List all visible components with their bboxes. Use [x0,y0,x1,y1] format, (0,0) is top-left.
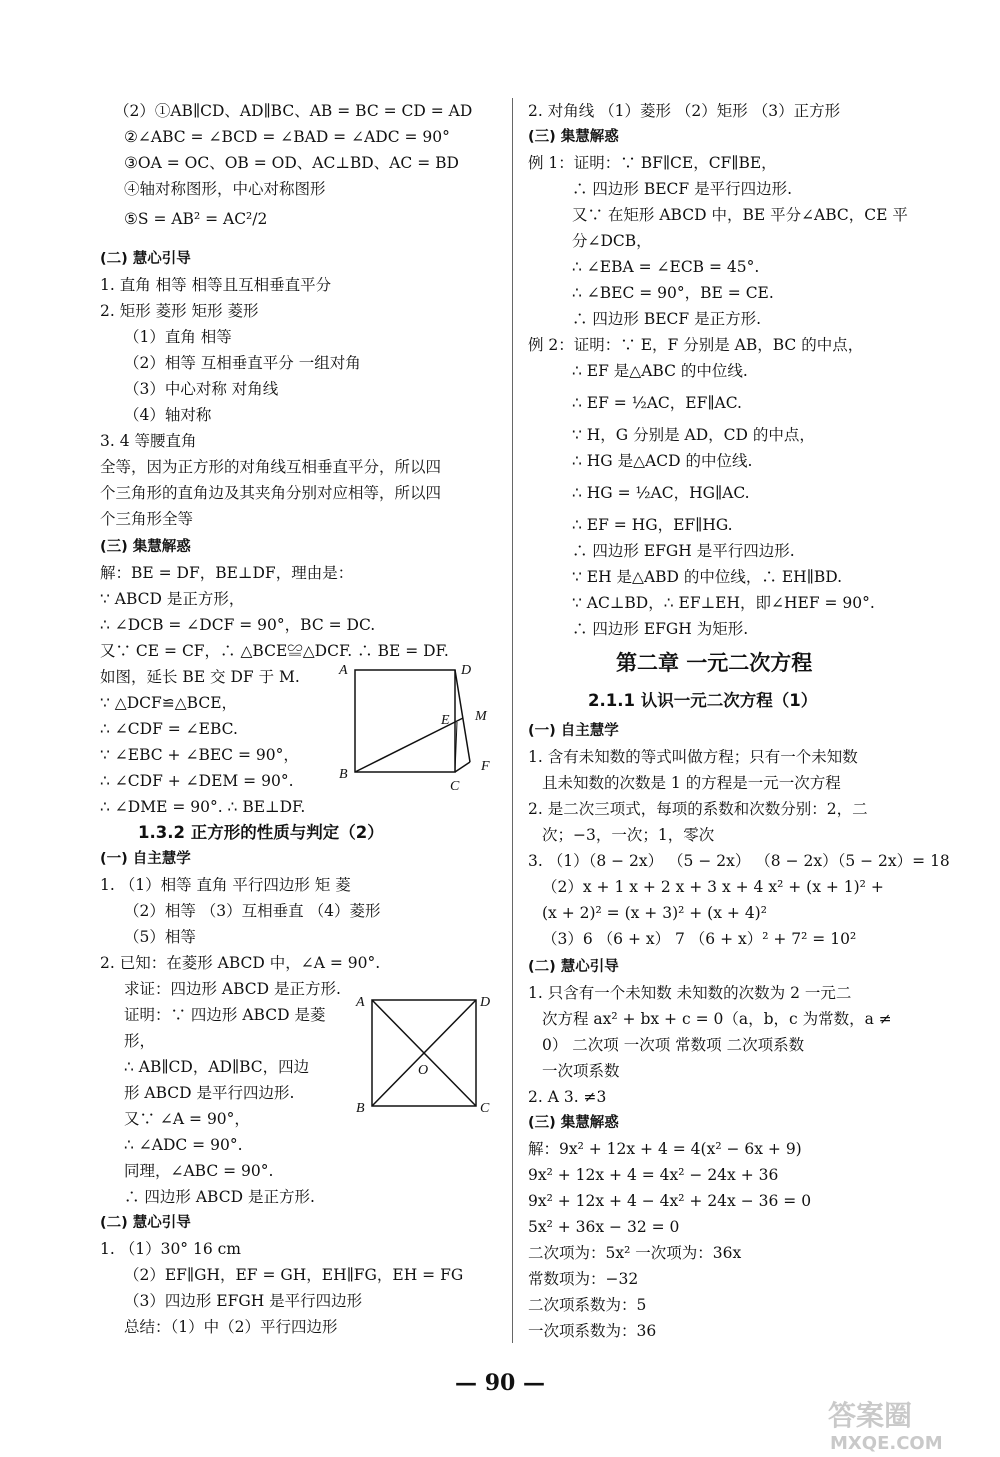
text-line: 次；−3，一次；1，零次 [542,826,715,844]
square-figure-bcef [335,660,500,792]
text-line: ∴ ∠EBA = ∠ECB = 45°. [572,258,760,276]
text-line: 1. 直角 相等 相等且互相垂直平分 [100,276,332,294]
text-line: 3. （1）（8 − 2x） （5 − 2x） （8 − 2x）（5 − 2x）= 18 [528,852,950,870]
text-line: ∵ AC⊥BD，∴ EF⊥EH，即∠HEF = 90°. [572,594,875,612]
label-f: F [481,759,490,774]
text-line: ∴ 四边形 EFGH 是平行四边形. [572,542,795,560]
text-line: ∴ AB∥CD，AD∥BC，四边 [124,1058,310,1076]
text-line: 2. 是二次三项式，每项的系数和次数分别：2，二 [528,800,868,818]
text-line: ②∠ABC = ∠BCD = ∠BAD = ∠ADC = 90° [124,128,450,146]
text-line: ∴ EF 是△ABC 的中位线. [572,362,748,380]
square-figure-abcd [352,990,500,1120]
text-line: ∴ ∠BEC = 90°，BE = CE. [572,284,774,302]
label-m: M [475,709,487,724]
text-line: 0） 二次项 一次项 常数项 二次项系数 [542,1036,805,1054]
text-line: 次方程 ax² + bx + c = 0（a，b，c 为常数，a ≠ [542,1010,892,1028]
text-line: 1. （1）相等 直角 平行四边形 矩 菱 [100,876,351,894]
text-line: （5）相等 [124,928,196,946]
text-line: 2. 已知：在菱形 ABCD 中，∠A = 90°. [100,954,381,972]
label-d: D [480,995,491,1010]
section-heading: (二) 慧心引导 [528,959,619,975]
text-line: 形， [124,1032,156,1050]
chapter-title: 第二章 一元二次方程 [616,651,813,675]
text-line: （2）①AB∥CD、AD∥BC、AB = BC = CD = AD [114,102,473,120]
text-line: （3）6 （6 + x） 7 （6 + x）² + 7² = 10² [542,930,857,948]
text-line: 证明：∵ 四边形 ABCD 是菱 [124,1006,326,1024]
section-heading: (三) 集慧解惑 [100,539,191,555]
text-line: 9x² + 12x + 4 − 4x² + 24x − 36 = 0 [528,1192,812,1210]
section-heading: (一) 自主慧学 [528,723,619,739]
page-number: — 90 — [455,1370,545,1396]
text-line: 个三角形的直角边及其夹角分别对应相等，所以四 [100,484,442,502]
text-line: 又∵ CE = CF，∴ △BCE≌△DCF. ∴ BE = DF. [100,642,449,660]
text-line: ∴ ∠CDF + ∠DEM = 90°. [100,772,294,790]
text-line: ∴ ∠ADC = 90°. [124,1136,243,1154]
text-line: 全等，因为正方形的对角线互相垂直平分，所以四 [100,458,442,476]
text-line: 同理，∠ABC = 90°. [124,1162,274,1180]
text-line: 2. 对角线 （1）菱形 （2）矩形 （3）正方形 [528,102,841,120]
text-line: 分∠DCB， [572,232,652,250]
label-b: B [356,1101,365,1116]
section-heading: (二) 慧心引导 [100,251,191,267]
text-line: ∵ H，G 分别是 AD，CD 的中点， [572,426,815,444]
label-d: D [461,663,472,678]
text-line: ∴ 四边形 BECF 是平行四边形. [572,180,793,198]
lesson-title: 2.1.1 认识一元二次方程（1） [588,691,818,710]
text-line: ∴ ∠DCB = ∠DCF = 90°，BC = DC. [100,616,376,634]
label-b: B [339,767,348,782]
text-line: 总结：（1）中（2）平行四边形 [124,1318,338,1336]
label-c: C [450,779,460,792]
text-line: 例 2：证明：∵ E，F 分别是 AB，BC 的中点， [528,336,864,354]
text-line: ∴ ∠CDF = ∠EBC. [100,720,238,738]
text-line: 5x² + 36x − 32 = 0 [528,1218,680,1236]
text-line: 一次项系数 [542,1062,620,1080]
label-o: O [418,1063,429,1078]
text-line: 9x² + 12x + 4 = 4x² − 24x + 36 [528,1166,779,1184]
column-divider [512,98,513,1343]
text-line: （2）相等 （3）互相垂直 （4）菱形 [124,902,381,920]
text-line: 个三角形全等 [100,510,194,528]
text-line: （2）x + 1 x + 2 x + 3 x + 4 x² + (x + 1)² + [542,878,884,896]
text-line: 例 1：证明：∵ BF∥CE，CF∥BE， [528,154,777,172]
text-line: ∴ 四边形 BECF 是正方形. [572,310,762,328]
text-line: 一次项系数为：36 [528,1322,657,1340]
text-line: 解：9x² + 12x + 4 = 4(x² − 6x + 9) [528,1140,802,1158]
lesson-title: 1.3.2 正方形的性质与判定（2） [138,823,384,842]
section-heading: (三) 集慧解惑 [528,129,619,145]
text-line: ∴ 四边形 ABCD 是正方形. [124,1188,315,1206]
text-line: ∵ ABCD 是正方形， [100,590,245,608]
section-heading: (一) 自主慧学 [100,851,191,867]
text-line: ③OA = OC、OB = OD、AC⊥BD、AC = BD [124,154,459,172]
text-line: ∴ ∠DME = 90°. ∴ BE⊥DF. [100,798,306,816]
text-line: 2. 矩形 菱形 矩形 菱形 [100,302,259,320]
text-line: 形 ABCD 是平行四边形. [124,1084,295,1102]
text-line: 求证：四边形 ABCD 是正方形. [124,980,341,998]
text-line: （4）轴对称 [124,406,212,424]
watermark-logo [820,1395,990,1455]
text-line: 1. 含有未知数的等式叫做方程；只有一个未知数 [528,748,858,766]
text-line: ∴ EF = ½AC，EF∥AC. [572,394,742,412]
section-heading: (三) 集慧解惑 [528,1115,619,1131]
text-line: ∴ EF = HG，EF∥HG. [572,516,733,534]
label-a: A [356,995,365,1010]
text-line: 且未知数的次数是 1 的方程是一元一次方程 [542,774,841,792]
label-e: E [441,713,450,728]
text-line: ∵ EH 是△ABD 的中位线，∴ EH∥BD. [572,568,843,586]
text-line: 2. A 3. ≠3 [528,1088,607,1106]
text-line: 解：BE = DF，BE⊥DF，理由是： [100,564,354,582]
text-line: （1）直角 相等 [124,328,232,346]
text-line: ∴ 四边形 EFGH 为矩形. [572,620,749,638]
svg-text:MXQE.COM: MXQE.COM [830,1433,943,1454]
label-c: C [480,1101,490,1116]
text-line: （2）相等 互相垂直平分 一组对角 [124,354,361,372]
text-line: (x + 2)² = (x + 3)² + (x + 4)² [542,904,767,922]
section-heading: (二) 慧心引导 [100,1215,191,1231]
text-line: 如图，延长 BE 交 DF 于 M. [100,668,300,686]
text-line: （3）四边形 EFGH 是平行四边形 [124,1292,363,1310]
text-line: 二次项为：5x² 一次项为：36x [528,1244,742,1262]
text-line: （3）中心对称 对角线 [124,380,279,398]
svg-text:答案圈: 答案圈 [828,1399,913,1432]
text-line: ∵ △DCF≌△BCE， [100,694,238,712]
label-a: A [339,663,348,678]
text-line: 又∵ 在矩形 ABCD 中，BE 平分∠ABC，CE 平 [572,206,908,224]
text-line: （2）EF∥GH，EF = GH，EH∥FG，EH = FG [124,1266,464,1284]
text-line: 1. 只含有一个未知数 未知数的次数为 2 一元二 [528,984,852,1002]
text-line: 3. 4 等腰直角 [100,432,197,450]
text-line: ∵ ∠EBC + ∠BEC = 90°， [100,746,299,764]
text-line: 又∵ ∠A = 90°， [124,1110,250,1128]
text-line: 常数项为：−32 [528,1270,639,1288]
text-line: ⑤S = AB² = AC²/2 [124,210,268,228]
text-line: ④轴对称图形，中心对称图形 [124,180,326,198]
text-line: 二次项系数为：5 [528,1296,647,1314]
text-line: 1. （1）30° 16 cm [100,1240,242,1258]
text-line: ∴ HG = ½AC，HG∥AC. [572,484,750,502]
text-line: ∴ HG 是△ACD 的中位线. [572,452,753,470]
